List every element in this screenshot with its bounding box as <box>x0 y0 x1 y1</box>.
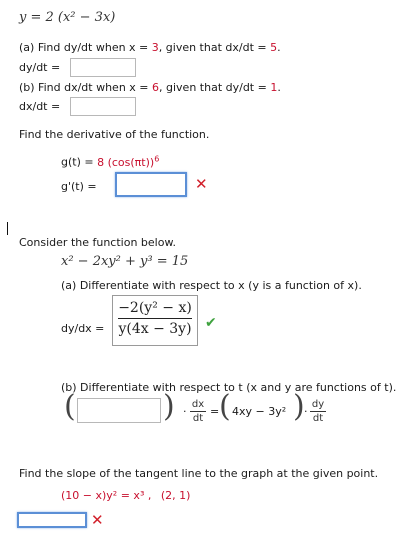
q3-part-a-text: (a) Differentiate with respect to x (y is a function of x). <box>61 279 362 292</box>
q2-function-value: 8 $(\cos(\pi t))^6$ <box>97 154 160 169</box>
q3-title: Consider the function below. <box>19 236 176 249</box>
incorrect-x-icon-2: ✕ <box>91 511 104 529</box>
dy-dx-answer-box[interactable] <box>112 295 198 346</box>
q1-part-b-rate-value: 1 <box>270 81 278 94</box>
equals-sign: = <box>210 405 220 418</box>
q1-equation: y = 2 (x² − 3x) <box>19 10 116 25</box>
correct-check-icon: ✔ <box>205 315 217 331</box>
answer-numerator: −2(y² − x) <box>118 300 192 316</box>
right-paren: ) <box>163 389 175 424</box>
slope-answer-input[interactable] <box>17 512 87 528</box>
q3-middle-expression: 4xy − 3y² <box>232 405 287 418</box>
part-b-coefficient-input[interactable] <box>77 398 161 423</box>
left-paren: ( <box>64 389 76 424</box>
fraction-bar <box>118 318 192 319</box>
left-paren-2: ( <box>219 389 231 424</box>
q1-part-a-text: (a) Find dy/dt when x = 3, given that dx/dt = 5. <box>19 41 281 54</box>
answer-denominator: y(4x − 3y) <box>118 321 192 337</box>
multiply-dot-2: · <box>304 405 308 418</box>
q2-answer-label: g'(t) = <box>61 180 97 193</box>
q1-part-b-label: dx/dt = <box>19 100 61 113</box>
q2-title: Find the derivative of the function. <box>19 128 210 141</box>
multiply-dot-1: · <box>183 405 187 418</box>
q3-dydx-label: dy/dx = <box>61 322 105 335</box>
right-paren-2: ) <box>293 389 305 424</box>
dx-dt-answer-input[interactable] <box>70 97 136 116</box>
q3-part-b-text: (b) Differentiate with respect to t (x and y are functions of t). <box>61 381 397 394</box>
q4-title: Find the slope of the tangent line to the graph at the given point. <box>19 467 379 480</box>
q4-equation: (10 − x)y² = x³ , <box>61 489 152 502</box>
q1-part-b-x-value: 6 <box>152 81 160 94</box>
text-cursor-caret <box>7 222 8 235</box>
q1-part-b-text: (b) Find dx/dt when x = 6, given that dy/dt = 1. <box>19 81 281 94</box>
q1-part-a-label: dy/dt = <box>19 61 61 74</box>
dy-dt-answer-input[interactable] <box>70 58 136 77</box>
q4-point: (2, 1) <box>160 489 191 502</box>
q1-part-a-x-value: 3 <box>151 41 159 54</box>
incorrect-x-icon: ✕ <box>195 175 208 193</box>
g-prime-answer-input[interactable] <box>115 172 187 197</box>
q3-equation: x² − 2xy² + y³ = 15 <box>61 254 189 269</box>
q1-part-a-rate-value: 5 <box>270 41 278 54</box>
dy-dt-fraction: dy dt <box>311 399 325 424</box>
q4-equation-line <box>61 489 190 502</box>
dx-dt-fraction: dx dt <box>191 399 205 424</box>
q2-function: g(t) = 8 $(\cos(\pi t))^6$ <box>61 154 160 169</box>
